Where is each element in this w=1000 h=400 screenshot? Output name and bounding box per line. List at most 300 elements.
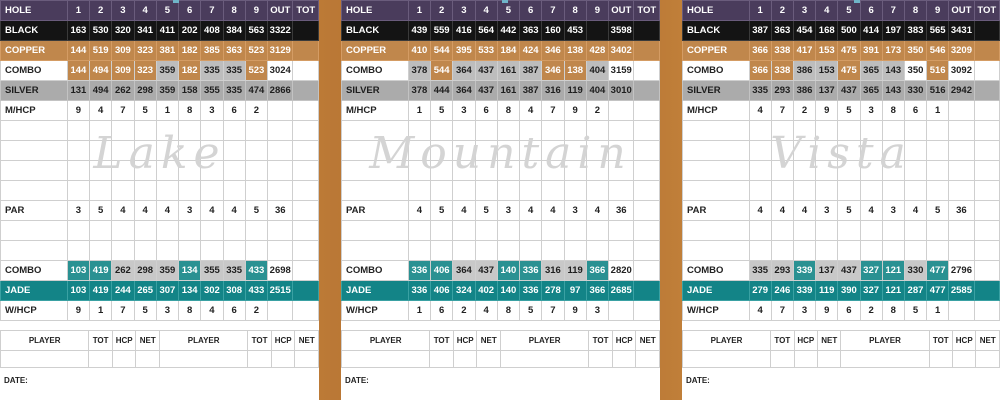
par-row-value: 36 <box>268 201 293 221</box>
player-header-cell: NET <box>818 331 841 351</box>
score-entry-cell <box>156 221 178 241</box>
par-row-value: 4 <box>771 201 793 221</box>
womens-handicap-row-value: 6 <box>838 301 860 321</box>
score-entry-cell <box>453 161 475 181</box>
mens-handicap-row-label: M/HCP <box>1 101 68 121</box>
score-entry-row[interactable] <box>683 161 1000 181</box>
copper-tee-row-value: 523 <box>245 41 267 61</box>
mens-handicap-row <box>1 101 319 121</box>
score-entry-cell <box>904 241 926 261</box>
score-entry-cell <box>134 241 156 261</box>
player-header-cell: PLAYER <box>342 331 430 351</box>
score-entry-cell <box>683 181 750 201</box>
score-entry-cell <box>609 221 634 241</box>
hole-label: HOLE <box>1 1 68 21</box>
combo-tee-row-value: 516 <box>927 61 949 81</box>
copper-tee-row-value: 3209 <box>949 41 974 61</box>
hole-number: 5 <box>838 1 860 21</box>
score-entry-cell <box>497 221 519 241</box>
score-entry-cell <box>882 221 904 241</box>
copper-tee-row-value: 138 <box>564 41 586 61</box>
score-entry-cell <box>112 221 134 241</box>
combo-tee-row-value: 346 <box>542 61 564 81</box>
score-entry-cell <box>201 241 223 261</box>
mens-handicap-row-value: 1 <box>927 101 949 121</box>
womens-handicap-row-value: 9 <box>564 301 586 321</box>
score-entry-row[interactable] <box>342 181 660 201</box>
combo-tee-row-value: 364 <box>453 61 475 81</box>
score-entry-cell <box>201 181 223 201</box>
hole-marker <box>854 0 860 3</box>
silver-tee-row-value: 119 <box>564 81 586 101</box>
womens-handicap-row-value <box>974 301 999 321</box>
score-entry-cell <box>974 221 999 241</box>
player-entry-cell <box>248 351 272 368</box>
score-entry-cell <box>904 121 926 141</box>
score-entry-cell <box>268 181 293 201</box>
score-entry-cell <box>342 221 409 241</box>
jade-tee-row-value: 402 <box>475 281 497 301</box>
jade-tee-row-value: 477 <box>927 281 949 301</box>
black-tee-row-value: 530 <box>90 21 112 41</box>
hole-number: 7 <box>542 1 564 21</box>
jade-tee-row <box>1 281 319 301</box>
mens-handicap-row-value: 5 <box>838 101 860 121</box>
mens-handicap-row-value: 1 <box>408 101 430 121</box>
black-tee-row-value: 387 <box>749 21 771 41</box>
score-entry-cell <box>1 181 68 201</box>
score-entry-cell <box>520 221 542 241</box>
hole-number: 6 <box>179 1 201 21</box>
score-entry-cell <box>564 121 586 141</box>
jade-tee-row-value: 2585 <box>949 281 974 301</box>
mens-handicap-row-value: 8 <box>497 101 519 121</box>
score-entry-cell <box>245 141 267 161</box>
score-entry-cell <box>860 121 882 141</box>
score-entry-cell <box>586 241 608 261</box>
womens-handicap-row <box>342 301 660 321</box>
par-row-value: 4 <box>542 201 564 221</box>
score-entry-cell <box>542 221 564 241</box>
score-entry-row[interactable] <box>1 181 319 201</box>
par-row-value: 3 <box>882 201 904 221</box>
silver-tee-row-value: 293 <box>771 81 793 101</box>
hole-label: HOLE <box>683 1 750 21</box>
player-header-cell: HCP <box>612 331 636 351</box>
par-row-label: PAR <box>683 201 750 221</box>
combo-tee-row-label: COMBO <box>683 61 750 81</box>
combo-tee-row-value: 350 <box>904 61 926 81</box>
combo-tee-row <box>342 61 660 81</box>
copper-tee-row-value: 350 <box>904 41 926 61</box>
score-entry-cell <box>882 121 904 141</box>
score-entry-cell <box>342 141 409 161</box>
mens-handicap-row-value <box>268 101 293 121</box>
score-entry-cell <box>497 121 519 141</box>
combo-tee-row-value: 335 <box>201 61 223 81</box>
combo-tee-row-value: 544 <box>431 61 453 81</box>
hole-number: TOT <box>293 1 319 21</box>
score-entry-row[interactable] <box>1 161 319 181</box>
womens-handicap-row-label: W/HCP <box>1 301 68 321</box>
par-row-value: 4 <box>223 201 245 221</box>
combo-tee-row-value: 309 <box>112 61 134 81</box>
black-tee-row-value <box>974 21 999 41</box>
combo-forward-tee-row-value <box>974 261 999 281</box>
player-entry-cell <box>818 351 841 368</box>
copper-tee-row-value: 309 <box>112 41 134 61</box>
par-row-value: 5 <box>90 201 112 221</box>
score-entry-cell <box>793 221 815 241</box>
score-entry-cell <box>475 241 497 261</box>
jade-tee-row-value: 246 <box>771 281 793 301</box>
silver-tee-row-value <box>634 81 660 101</box>
black-tee-row-value: 411 <box>156 21 178 41</box>
combo-tee-row-value: 365 <box>860 61 882 81</box>
player-entry-cell <box>271 351 295 368</box>
silver-tee-row-value: 330 <box>904 81 926 101</box>
score-entry-cell <box>408 141 430 161</box>
score-entry-row[interactable] <box>1 141 319 161</box>
black-tee-row <box>683 21 1000 41</box>
copper-tee-row-value: 346 <box>542 41 564 61</box>
black-tee-row-value: 439 <box>408 21 430 41</box>
combo-tee-row-value <box>634 61 660 81</box>
copper-tee-row-value: 391 <box>860 41 882 61</box>
womens-handicap-row-value: 4 <box>201 301 223 321</box>
score-entry-cell <box>268 241 293 261</box>
score-entry-cell <box>1 141 68 161</box>
combo-forward-tee-row-value <box>634 261 660 281</box>
copper-tee-row-value: 173 <box>882 41 904 61</box>
combo-forward-tee-row-value: 119 <box>564 261 586 281</box>
copper-tee-row-value: 417 <box>793 41 815 61</box>
combo-tee-row-value: 338 <box>771 61 793 81</box>
score-entry-cell <box>453 221 475 241</box>
score-entry-cell <box>520 241 542 261</box>
score-entry-cell <box>882 141 904 161</box>
score-entry-cell <box>838 181 860 201</box>
par-row-value: 5 <box>245 201 267 221</box>
copper-tee-row-value: 381 <box>156 41 178 61</box>
combo-forward-tee-row-value: 103 <box>67 261 89 281</box>
womens-handicap-row-label: W/HCP <box>342 301 409 321</box>
par-row-value: 4 <box>586 201 608 221</box>
womens-handicap-row-value: 2 <box>245 301 267 321</box>
score-entry-cell <box>497 241 519 261</box>
par-row-value: 3 <box>67 201 89 221</box>
mens-handicap-row-label: M/HCP <box>683 101 750 121</box>
combo-tee-row-value: 359 <box>156 61 178 81</box>
score-entry-cell <box>179 161 201 181</box>
score-entry-row[interactable] <box>1 121 319 141</box>
womens-handicap-row-value: 4 <box>749 301 771 321</box>
hole-number: 3 <box>453 1 475 21</box>
score-entry-cell <box>90 241 112 261</box>
combo-forward-tee-row-value: 339 <box>793 261 815 281</box>
score-entry-cell <box>223 161 245 181</box>
score-entry-cell <box>156 181 178 201</box>
player-entry-cell <box>500 351 588 368</box>
score-entry-cell <box>860 161 882 181</box>
score-entry-row[interactable] <box>1 221 319 241</box>
score-entry-cell <box>882 241 904 261</box>
mens-handicap-row-value: 6 <box>904 101 926 121</box>
womens-handicap-row-value: 8 <box>497 301 519 321</box>
jade-tee-row-value: 324 <box>453 281 475 301</box>
score-entry-cell <box>156 121 178 141</box>
jade-tee-row-value: 2685 <box>609 281 634 301</box>
score-entry-cell <box>949 121 974 141</box>
silver-tee-row <box>1 81 319 101</box>
jade-tee-row-value: 336 <box>520 281 542 301</box>
score-entry-cell <box>542 141 564 161</box>
jade-tee-row-value: 2515 <box>268 281 293 301</box>
par-row <box>1 201 319 221</box>
score-entry-cell <box>564 221 586 241</box>
score-entry-cell <box>904 161 926 181</box>
score-entry-cell <box>520 161 542 181</box>
yardage-table <box>341 0 660 321</box>
black-tee-row-value: 320 <box>112 21 134 41</box>
black-tee-row-label: BLACK <box>1 21 68 41</box>
combo-forward-tee-row-label: COMBO <box>1 261 68 281</box>
score-entry-cell <box>838 161 860 181</box>
mens-handicap-row-value: 2 <box>793 101 815 121</box>
score-entry-cell <box>431 181 453 201</box>
silver-tee-row-value: 2942 <box>949 81 974 101</box>
copper-tee-row-value: 475 <box>838 41 860 61</box>
jade-tee-row-value: 307 <box>156 281 178 301</box>
score-entry-cell <box>749 121 771 141</box>
player-header-cell: TOT <box>929 331 952 351</box>
black-tee-row-value: 363 <box>771 21 793 41</box>
score-entry-cell <box>974 181 999 201</box>
hole-number: OUT <box>949 1 974 21</box>
silver-tee-row-label: SILVER <box>342 81 409 101</box>
score-entry-cell <box>542 121 564 141</box>
mens-handicap-row-value: 5 <box>134 101 156 121</box>
player-entry-row[interactable] <box>683 351 1000 368</box>
mens-handicap-row-value <box>949 101 974 121</box>
score-entry-cell <box>793 161 815 181</box>
jade-tee-row-value: 327 <box>860 281 882 301</box>
copper-tee-row-value <box>634 41 660 61</box>
score-entry-cell <box>475 181 497 201</box>
scorecard-vista <box>682 0 1000 400</box>
black-tee-row-value <box>634 21 660 41</box>
player-entry-cell <box>1 351 89 368</box>
score-entry-cell <box>634 141 660 161</box>
par-row-value: 4 <box>134 201 156 221</box>
combo-tee-row-value: 138 <box>564 61 586 81</box>
score-entry-row[interactable] <box>342 221 660 241</box>
black-tee-row <box>342 21 660 41</box>
score-entry-row[interactable] <box>683 221 1000 241</box>
hole-number: 2 <box>431 1 453 21</box>
score-entry-cell <box>1 121 68 141</box>
combo-tee-row-value <box>293 61 319 81</box>
silver-tee-row-value: 444 <box>431 81 453 101</box>
mens-handicap-row-value: 4 <box>90 101 112 121</box>
player-header-cell: PLAYER <box>841 331 929 351</box>
mens-handicap-row-value: 4 <box>749 101 771 121</box>
score-entry-cell <box>634 121 660 141</box>
score-entry-cell <box>860 221 882 241</box>
score-entry-cell <box>793 181 815 201</box>
silver-tee-row-value: 364 <box>453 81 475 101</box>
score-entry-cell <box>179 241 201 261</box>
player-header-row <box>1 331 319 351</box>
copper-tee-row-value: 544 <box>431 41 453 61</box>
silver-tee-row-label: SILVER <box>1 81 68 101</box>
copper-tee-row-value: 184 <box>497 41 519 61</box>
score-entry-row[interactable] <box>1 241 319 261</box>
score-entry-cell <box>586 161 608 181</box>
score-entry-row[interactable] <box>683 241 1000 261</box>
mens-handicap-row <box>342 101 660 121</box>
mens-handicap-row-value: 2 <box>245 101 267 121</box>
player-entry-row[interactable] <box>1 351 319 368</box>
mens-handicap-row-value: 7 <box>112 101 134 121</box>
player-entry-row[interactable] <box>342 351 660 368</box>
black-tee-row-value: 363 <box>520 21 542 41</box>
hole-number: TOT <box>974 1 999 21</box>
jade-tee-row-value: 406 <box>431 281 453 301</box>
hole-number: 9 <box>245 1 267 21</box>
silver-tee-row-value: 158 <box>179 81 201 101</box>
score-entry-cell <box>816 181 838 201</box>
score-entry-cell <box>497 181 519 201</box>
mens-handicap-row-value: 8 <box>179 101 201 121</box>
score-entry-cell <box>497 161 519 181</box>
jade-tee-row-value: 134 <box>179 281 201 301</box>
jade-tee-row-value: 433 <box>245 281 267 301</box>
score-entry-cell <box>949 161 974 181</box>
score-entry-cell <box>974 121 999 141</box>
copper-tee-row-value: 153 <box>816 41 838 61</box>
black-tee-row-label: BLACK <box>683 21 750 41</box>
hole-number: 8 <box>223 1 245 21</box>
combo-forward-tee-row-value <box>293 261 319 281</box>
jade-tee-row-value: 279 <box>749 281 771 301</box>
combo-forward-tee-row-value: 137 <box>816 261 838 281</box>
silver-tee-row-value: 161 <box>497 81 519 101</box>
score-entry-cell <box>342 121 409 141</box>
score-entry-cell <box>293 141 319 161</box>
score-entry-cell <box>245 241 267 261</box>
score-entry-cell <box>749 221 771 241</box>
score-entry-cell <box>453 121 475 141</box>
copper-tee-row-value: 182 <box>179 41 201 61</box>
par-row-value: 5 <box>838 201 860 221</box>
score-entry-cell <box>223 181 245 201</box>
womens-handicap-row-value: 5 <box>520 301 542 321</box>
combo-forward-tee-row-value: 262 <box>112 261 134 281</box>
player-header-cell: PLAYER <box>1 331 89 351</box>
par-row-value: 4 <box>201 201 223 221</box>
mens-handicap-row-value <box>974 101 999 121</box>
hole-number: 4 <box>134 1 156 21</box>
score-entry-cell <box>949 221 974 241</box>
black-tee-row-value: 565 <box>927 21 949 41</box>
score-entry-cell <box>431 121 453 141</box>
copper-tee-row-value: 363 <box>223 41 245 61</box>
score-entry-cell <box>90 121 112 141</box>
score-entry-row[interactable] <box>342 121 660 141</box>
womens-handicap-row-value: 2 <box>860 301 882 321</box>
copper-tee-row-value: 385 <box>201 41 223 61</box>
player-header-cell: HCP <box>271 331 295 351</box>
silver-tee-row-value: 3010 <box>609 81 634 101</box>
hole-marker <box>173 0 179 3</box>
combo-tee-row-value: 494 <box>90 61 112 81</box>
score-entry-row[interactable] <box>683 141 1000 161</box>
score-entry-cell <box>838 241 860 261</box>
course-name-watermark: Vista <box>770 128 912 179</box>
black-tee-row-value: 160 <box>542 21 564 41</box>
player-header-cell: HCP <box>453 331 477 351</box>
player-header-cell: PLAYER <box>683 331 771 351</box>
copper-tee-row-value: 144 <box>67 41 89 61</box>
score-entry-cell <box>609 241 634 261</box>
score-entry-cell <box>816 141 838 161</box>
score-entry-cell <box>860 181 882 201</box>
mens-handicap-row-value: 3 <box>860 101 882 121</box>
black-tee-row-value <box>586 21 608 41</box>
score-entry-cell <box>771 181 793 201</box>
jade-tee-row-value: 97 <box>564 281 586 301</box>
combo-forward-tee-row-value: 134 <box>179 261 201 281</box>
mens-handicap-row-value: 7 <box>542 101 564 121</box>
womens-handicap-row-value <box>268 301 293 321</box>
silver-tee-row-value: 437 <box>838 81 860 101</box>
womens-handicap-row-value: 7 <box>542 301 564 321</box>
jade-tee-row-value <box>293 281 319 301</box>
womens-handicap-row-value: 3 <box>793 301 815 321</box>
combo-tee-row-value: 404 <box>586 61 608 81</box>
player-header-cell: NET <box>636 331 660 351</box>
silver-tee-row-value <box>293 81 319 101</box>
combo-tee-row-value: 3092 <box>949 61 974 81</box>
score-entry-cell <box>431 161 453 181</box>
silver-tee-row-value: 2866 <box>268 81 293 101</box>
combo-forward-tee-row-value: 2820 <box>609 261 634 281</box>
combo-forward-tee-row-value: 2796 <box>949 261 974 281</box>
score-entry-cell <box>453 141 475 161</box>
score-entry-row[interactable] <box>683 121 1000 141</box>
womens-handicap-row-value: 1 <box>408 301 430 321</box>
jade-tee-row-label: JADE <box>683 281 750 301</box>
combo-tee-row-value: 3159 <box>609 61 634 81</box>
score-entry-cell <box>683 141 750 161</box>
mens-handicap-row-value: 9 <box>67 101 89 121</box>
score-entry-cell <box>542 161 564 181</box>
score-entry-row[interactable] <box>342 241 660 261</box>
black-tee-row-value: 168 <box>816 21 838 41</box>
score-entry-cell <box>749 141 771 161</box>
silver-tee-row <box>342 81 660 101</box>
combo-tee-row-value: 153 <box>816 61 838 81</box>
silver-tee-row-value: 143 <box>882 81 904 101</box>
score-entry-row[interactable] <box>342 141 660 161</box>
combo-forward-tee-row-value: 437 <box>475 261 497 281</box>
score-entry-row[interactable] <box>683 181 1000 201</box>
player-header-cell: TOT <box>771 331 794 351</box>
par-row <box>683 201 1000 221</box>
score-entry-row[interactable] <box>342 161 660 181</box>
hole-number: 3 <box>112 1 134 21</box>
